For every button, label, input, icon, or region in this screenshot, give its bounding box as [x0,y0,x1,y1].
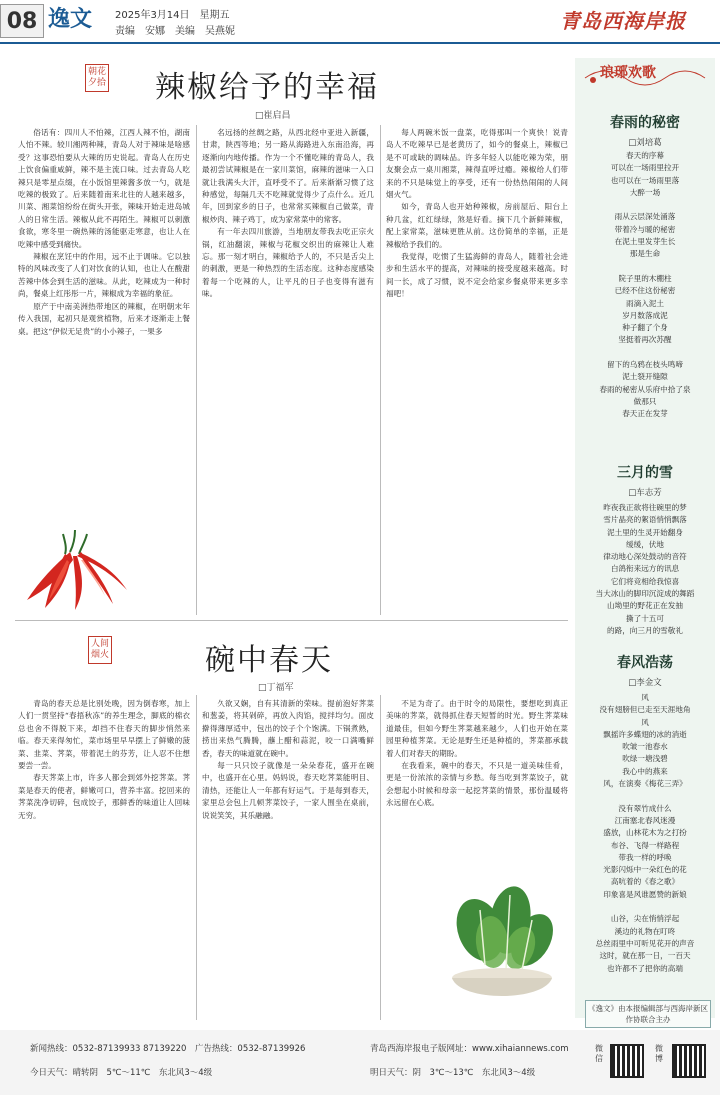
poem-line: 春天正在发芽 [622,409,668,419]
article-divider [15,620,568,621]
poem-line: 布谷、飞得一样路程 [610,840,680,850]
poetry-banner-title: 琅琊欢歌 [600,65,656,81]
poem-line [578,261,712,273]
poem-line: 带我一样的呼唤 [618,852,672,862]
poem-line: 飘摇许多蝶翅的冰的消逝 [603,729,687,739]
poem-line: 昨夜我正欲将往碗里的梦 [603,503,687,512]
weather-today: 今日天气：晴转阴 5℃～11℃ 东北风3～4级 [30,1068,213,1078]
column-sponsor-note: 《逸文》由本报编辑部与西海岸新区作协联合主办 [585,1000,711,1028]
chili-pepper-illustration [15,520,135,612]
hotline-info: 新闻热线：0532-87139933 87139220 广告热线：0532-87139926 [30,1044,306,1054]
poem-line: 山谷，尖在悄悄浮起 [610,914,680,924]
poem-line: 春天的序幕 [626,151,664,160]
poem-line: 当大冰山的脚印沉淀成的舞蹈 [595,589,695,599]
issue-date: 2025年3月14日 星期五 [115,10,230,21]
article2-paragraph: 春天荠菜上市，许多人都会到郊外挖荠菜。荠菜是春天的使者，鲜嫩可口，营养丰富。挖回来的荠菜洗净切碎，包成饺子，那鲜香的味道让人回味无穷。 [18,773,190,820]
article2-paragraph: 每一只只饺子就像是一朵朵春花，盛开在碗中，也盛开在心里。妈妈说，春天吃荠菜能明目、清热，还能让人一年都有好运气。于是每到春天，家里总会包上几顿荠菜饺子，一家人围坐在桌前，说说笑笑，其乐融融。 [202,761,374,820]
header-rule [0,42,720,44]
article1-tag: 朝花夕拾 [85,64,109,92]
poem-line: 大醉一场 [629,187,661,197]
poem2-title: 三月的雪 [617,465,673,481]
poem1-body [578,150,712,421]
article1-title: 辣椒给予的幸福 [155,70,379,105]
poem-line: 带着冷与暖的秘密 [614,224,676,234]
poem-line: 可以在一场雨里拉开 [610,163,680,173]
poem2-author: □车志芳 [628,488,662,498]
poem-line: 印象喜是风谁愿赞的新娘 [603,889,687,899]
poem-line: 已经不住这份秘密 [614,286,676,296]
article2-tag: 人间烟火 [88,636,112,664]
poem-line: 吹皱一池春水 [622,742,668,752]
poem-line: 做那只 [633,396,657,406]
article1-paragraph: 每人两碗米饭一盘菜，吃得那叫一个爽快！说青岛人不吃辣早已是老黄历了，如今的餐桌上，辣椒已是不可或缺的调味品。许多年轻人以能吃辣为荣，朋友聚会点一桌川湘菜，辣得直呼过瘾。辣椒给人们带来的不只是味觉上的享受，还有一份热热闹闹的人间烟火气。 [386,128,568,200]
poem-line: 总丝雨里中可听见花开的声音 [595,938,695,948]
poem-line: 吹绿一塘浅碧 [622,754,668,764]
greens-bowl-illustration [440,870,560,1010]
poem-line [578,199,712,211]
poem-line: 风 [641,717,649,727]
poem3-author: □李金文 [628,678,662,688]
poem-line: 我心中的燕来 [622,766,668,776]
article1-paragraph: 名远扬的丝绸之路，从西北经中亚进入新疆，甘肃，陕西等地；另一路从海路进入东南沿海，再逐渐向内地传播。作为一个不懂吃辣的青岛人，我最初尝试辣椒是在一家川菜馆，麻辣的滋味一入口就让我满头大汗，直呼受不了。后来渐渐习惯了这种感觉，每隔几天不吃辣就觉得少了点什么。近几年，回到家乡的日子，也常常买辣椒自己做菜，青椒炒肉、辣子鸡丁，成为家常菜中的常客。 [202,128,374,224]
newspaper-masthead: 青岛西海岸报 [560,9,686,33]
poem-line: 春雨的秘密从乐府中拾了泉 [599,384,691,394]
poem-line: 也可以在一场雨里落 [610,175,680,185]
poem1-author: □刘培葛 [628,138,662,148]
weibo-label: 微博 [655,1044,663,1063]
article1-column-1 [18,127,190,527]
page-header [0,0,720,42]
article2-column-1 [18,698,190,1018]
article1-byline: □崔启昌 [255,111,291,121]
poem1-title: 春雨的秘密 [610,115,680,131]
poem-line: 盛放，山林花木为之打扮 [603,828,687,838]
poem-line: 高吭着的《春之歌》 [610,877,680,887]
article2-column-2 [202,698,374,1018]
article2-column-3 [386,698,568,868]
poem-line: 溪边的礼物在叮咚 [614,926,676,936]
wechat-qr-code[interactable] [610,1044,644,1078]
poem-line: 光影闪烁中一朵红色的花 [603,865,687,875]
weibo-qr-code[interactable] [672,1044,706,1078]
poem-line: 在泥土里发芽生长 [614,237,676,247]
poem-line [578,347,712,359]
article1-paragraph: 原产于中南美洲热带地区的辣椒，在明朝末年传入我国，起初只是观赏植物，后来才逐渐走上餐桌。把这“伊似无足贵”的小小辣子，一果多 [18,301,190,336]
poem-line: 泥土裂开缝隙 [622,372,668,382]
poem-line [578,901,712,913]
poem-line: 的路，向三月的雪敬礼 [607,625,683,635]
poem-line: 白鸽衔来远方的讯息 [610,564,680,574]
poem-line: 它们将竞相给我惊喜 [610,576,680,586]
poem2-body [578,502,712,637]
article2-title: 碗中春天 [205,643,333,678]
poem-line: 岁月数落成泥 [622,310,668,320]
poem3-title: 春风浩荡 [617,655,673,671]
poem-line: 没有翠竹成什么 [618,803,672,813]
poem-line: 种子翻了个身 [622,323,668,333]
poem-line: 雪片晶亮的絮语悄悄飘落 [603,515,687,525]
poem-line: 撕了十五可 [626,613,664,623]
poem-line: 那是生命 [629,249,661,259]
poem-line: 院子里的木棚柱 [618,273,672,283]
article2-paragraph: 在我看来，碗中的春天，不只是一道美味佳肴，更是一份浓浓的亲情与乡愁。每当吃到荠菜饺子，就会想起小时候和母亲一起挖荠菜的情景，那份温暖将永远留在心底。 [386,761,568,808]
poem-line: 泥土里的生灵开始翻身 [607,527,683,537]
page-number: 08 [0,4,44,38]
article2-paragraph: 久欲又娴，自有其清新的荣味。提前泡好荠菜和葱姜，将其剁碎，再放入肉馅，搅拌均匀。面皮擀得薄厚适中，包出的饺子个个饱满。下锅煮熟，捞出来热气腾腾，蘸上醋和蒜泥，咬一口满嘴鲜香，春天的味道就在碗中。 [202,699,374,758]
poem-line: 这时，就在那一日，一百天 [599,951,691,961]
poem-line: 江南塞北春风迷漫 [614,815,676,825]
editors-credit: 责编 安娜 美编 吴燕妮 [115,26,235,37]
poem-line: 风，在演奏《梅花三弄》 [603,779,687,789]
article1-paragraph: 俗话有：四川人不怕辣，江西人辣不怕，湖南人怕不辣。较川湘两种辣，青岛人对于辣味是啥感受？这事恐怕要从大辣的历史说起。青岛人在历史上饮食偏重咸鲜，辣不是主流口味。过去青岛人吃辣只是零星点缀，在小饭馆里辣酱多放一勺，就是吃辣的极致了。后来随着南来北往的人越来越多，川菜、湘菜馆纷纷在街头开张，辣味开始走进岛城人的日常生活。辣椒从此不再陌生。辣椒可以刺激食欲，寒冬里一碗热辣的汤能驱走寒意，也让人在吃辣中感受到痛快。 [18,128,190,249]
poem-line [578,790,712,802]
poem-line: 雨从云层深处涌落 [614,212,676,222]
article1-column-3 [386,127,568,612]
poem-line: 山坳里的野花正在发抽 [607,601,683,611]
poem-line: 没有翅膀但已走至天涯地角 [599,705,691,715]
weather-tomorrow: 明日天气：阴 3℃～13℃ 东北风3～4级 [370,1068,536,1078]
poem-line: 风 [641,693,649,702]
poem-line: 律动地心深处鼓动的音符 [603,552,687,562]
poem-line: 缓缓，伏地 [626,539,664,549]
poem-line: 雨滴入泥土 [626,298,664,308]
article1-paragraph: 有一年去四川旅游，当地朋友带我去吃正宗火锅，红油翻滚，辣椒与花椒交织出的麻辣让人难忘。那一刻才明白，辣椒给予人的，不只是舌尖上的刺激，更是一种热烈的生活态度。这种态度感染着每一个吃辣的人，让平凡的日子也变得有滋有味。 [202,227,374,299]
article2-paragraph: 青岛的春天总是比别处晚，因为倒春寒，加上人们一贯坚持“春捂秋冻”的养生理念，脚底的棉衣总也舍不得脱下来，却挡不住春天的脚步悄然来临。春天来得匆忙，菜市场里早早摆上了鲜嫩的菠菜、韭菜、荠菜，带着泥土的芬芳，让人忍不住想要尝一尝。 [18,699,190,771]
article1-paragraph: 如今，青岛人也开始种辣椒，房前屋后、阳台上种几盆，红红绿绿，煞是好看。摘下几个新鲜辣椒，配上家常菜，滋味更胜从前。这份简单的幸福，正是辣椒给予我们的。 [386,202,568,249]
article2-byline: □丁福军 [258,683,294,693]
poem-line: 留下的乌鸦在枝头鸣啼 [607,360,683,370]
website-info: 青岛西海岸报电子版网址：www.xihaiannews.com [370,1044,569,1054]
section-title: 逸文 [48,7,93,32]
article2-paragraph: 不足为奇了。由于时令的局限性，要想吃到真正美味的荠菜，就得抓住春天短暂的时光。野生荠菜味道最佳，但如今野生荠菜越来越少，人们也开始在菜园里种植荠菜。无论是野生还是种植的，荠菜都承载着人们对春天的期盼。 [386,699,568,758]
poem-line: 也许都不了把你的高端 [607,963,683,973]
article1-paragraph: 辣椒在烹饪中的作用，远不止于调味。它以独特的风味改变了人们对饮食的认知，也让人在酸甜苦辣中体会到生活的滋味。从此，吃辣成为一种时尚，餐桌上红彤彤一片，辣椒成为幸福的象征。 [18,252,190,299]
article1-column-2 [202,127,374,612]
article1-paragraph: 我觉得，吃惯了生猛海鲜的青岛人，随着社会进步和生活水平的提高，对辣味的接受度越来越高。时间一长，成了习惯，说不定会给家乡餐桌带来更多幸福吧！ [386,252,568,299]
poem-line: 坚挺着再次苏醒 [618,335,672,345]
wechat-label: 微信 [595,1044,603,1063]
page-footer [0,1030,720,1095]
poem3-body [578,692,712,975]
